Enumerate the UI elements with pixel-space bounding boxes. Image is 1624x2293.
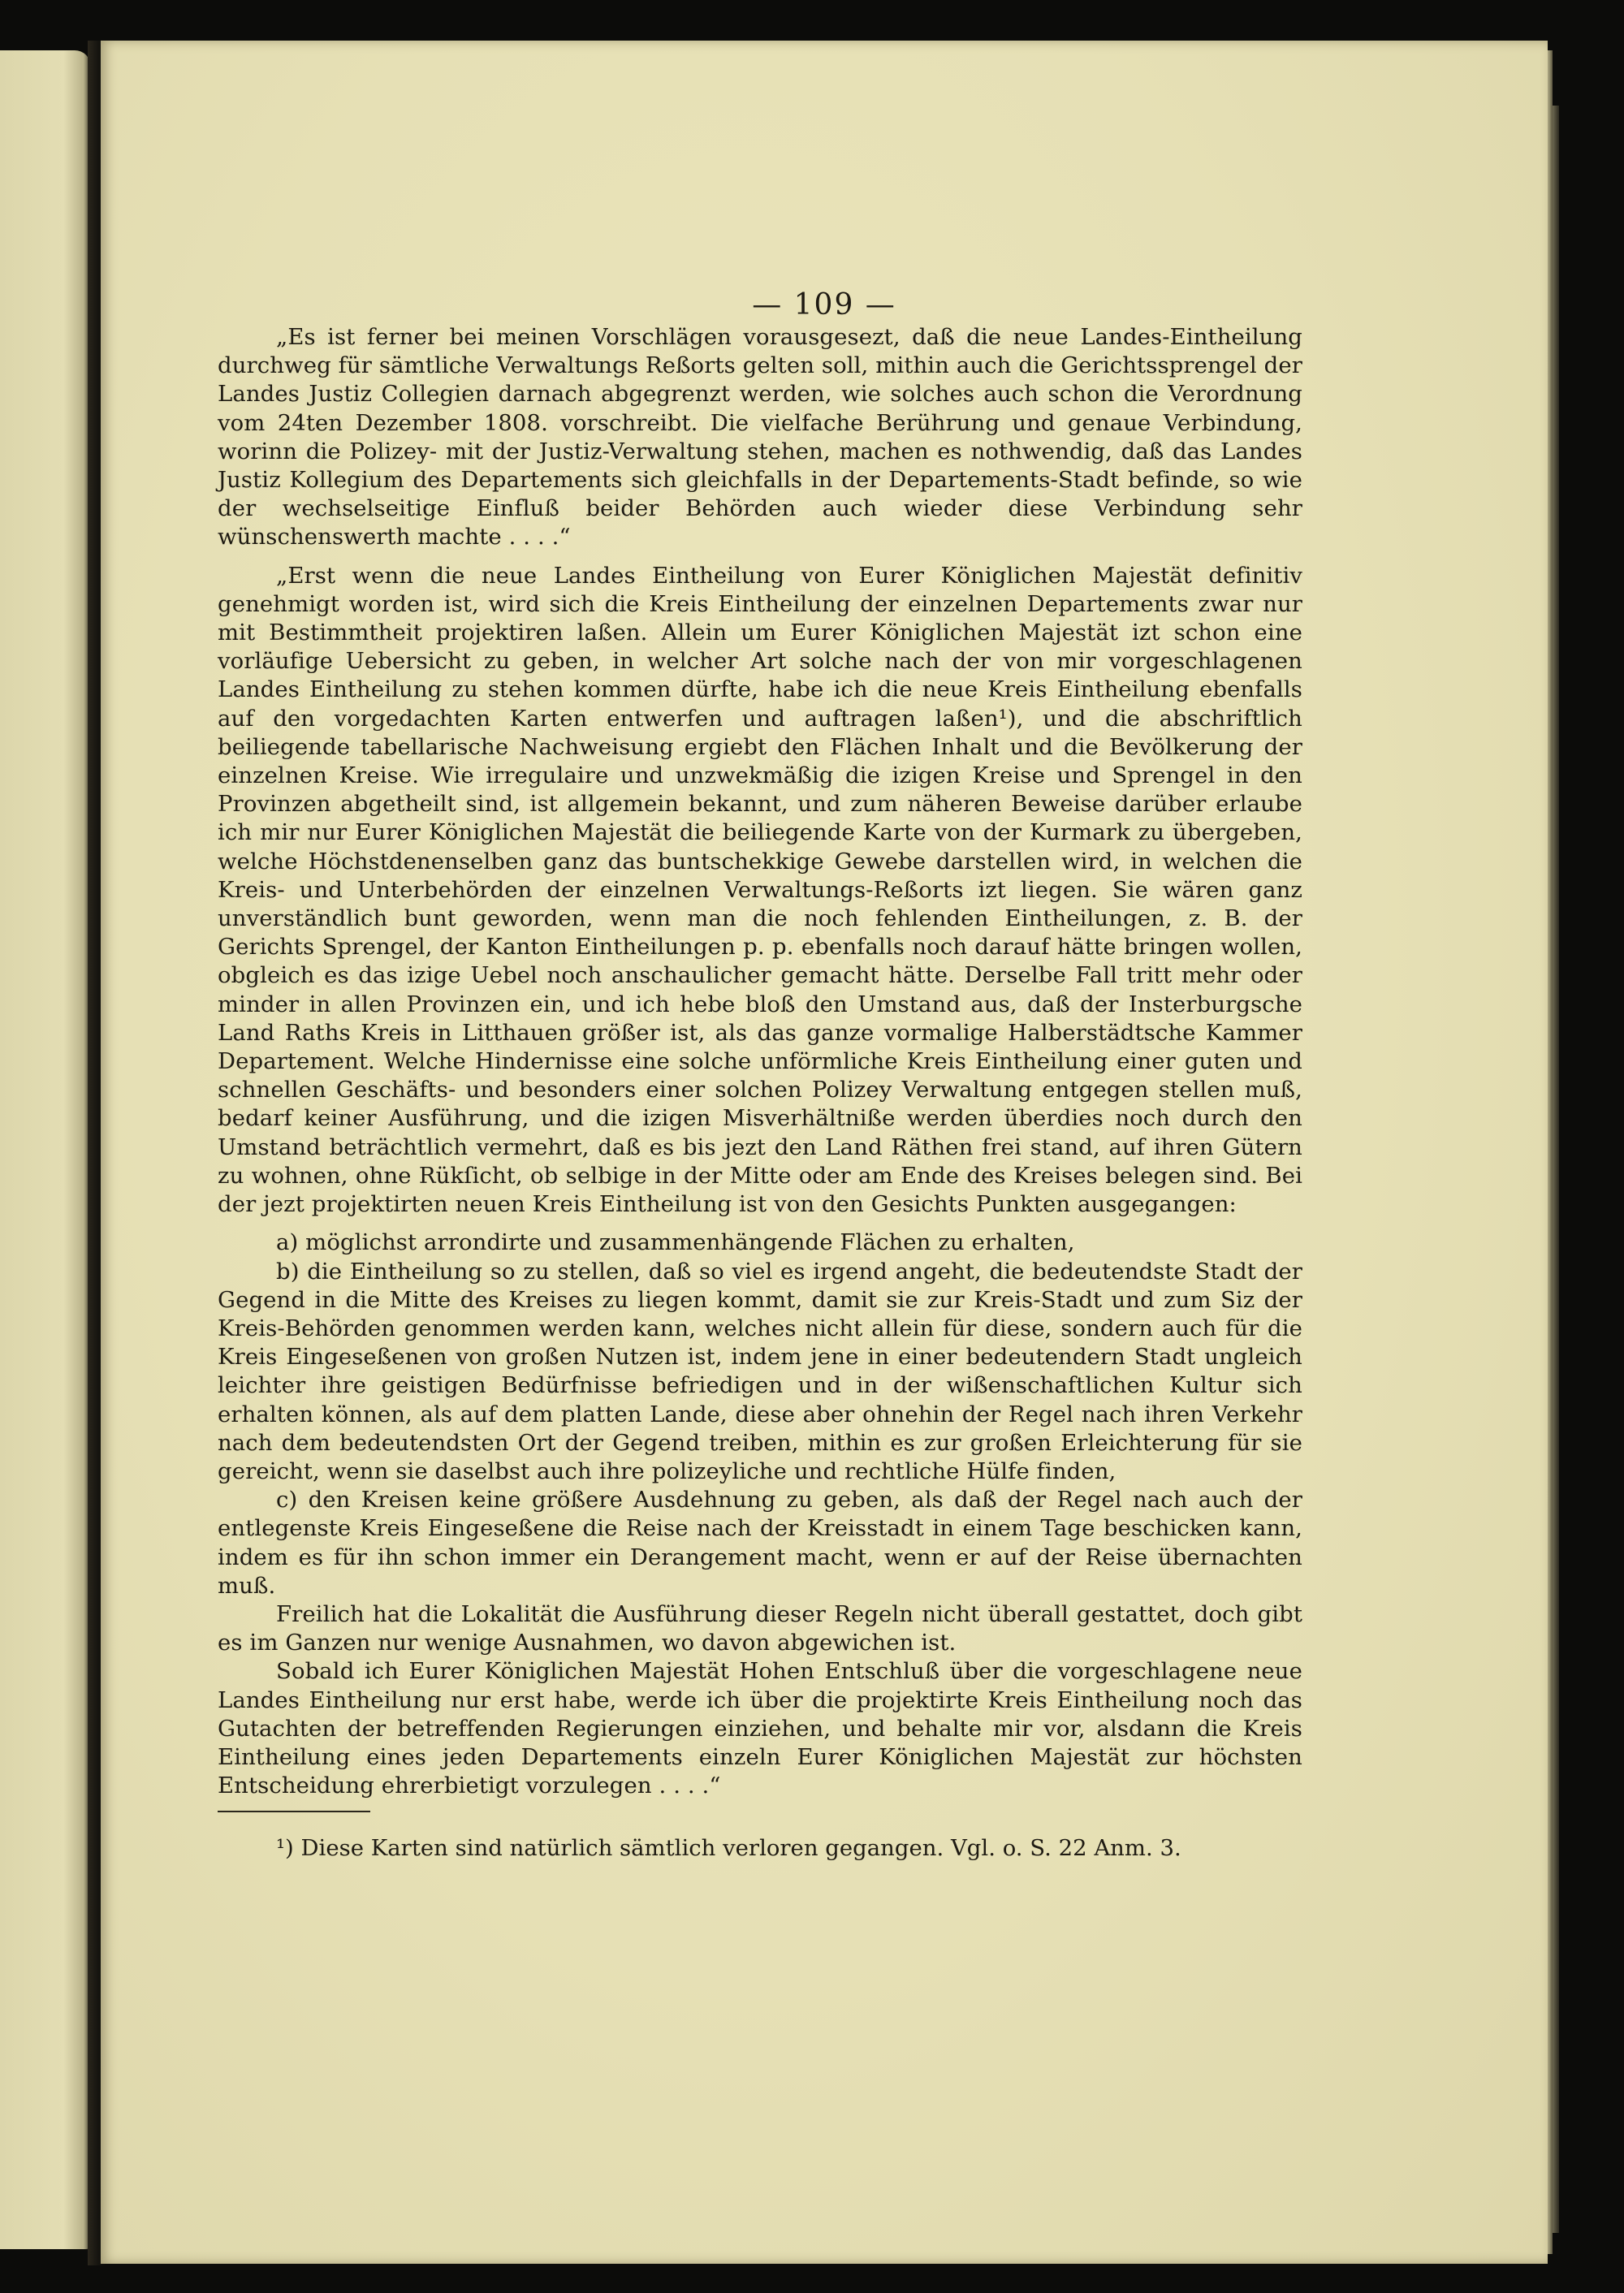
paragraph-3: Freilich hat die Lokalität die Ausführung dieser Regeln nicht überall gestattet, doch gibt es im Ganzen nur wenige Ausnahmen, wo davon abgewichen ist. [218,1600,1302,1656]
list-item-b: b) die Eintheilung so zu stellen, daß so viel es irgend angeht, die bedeutendste Stadt der Gegend in die Mitte des Kreises zu liegen kommt, damit sie zur Kreis-Stadt und zum Siz der Kreis-Behörden genommen werden kann, welches nicht allein für diese, sondern auch für die Kreis Eingeseßenen von großen Nutzen ist, indem jene in einer bedeutendern Stadt ungleich leichter ihre geistigen Bedürfnisse befriedigen und in der wißenschaftlichen Kultur sich erhalten können, als auf dem platten Lande, diese aber ohnehin der Regel nach ihren Verkehr nach dem bedeutendsten Ort der Gegend treiben, mithin es zur großen Erleichterung für sie gereicht, wenn sie daselbst auch ihre polizeyliche und rechtliche Hülfe finden, [218,1258,1302,1484]
list-item-a: a) möglichst arrondirte und zusammenhängende Flächen zu erhalten, [276,1229,1075,1256]
paragraph-2: „Erst wenn die neue Landes Eintheilung von Eurer Königlichen Majestät definitiv genehmigt worden ist, wird sich die Kreis Eintheilung der einzelnen Departements zwar nur mit Bestimmtheit projektiren laßen. Allein um Eurer Königlichen Majestät izt schon eine vorläufige Uebersicht zu geben, in welcher Art solche nach der von mir vorgeschlagenen Landes Eintheilung zu stehen kommen dürfte, habe ich die neue Kreis Eintheilung ebenfalls auf den vorgedachten Karten entwerfen und auftragen laßen¹), und die abschriftlich beiliegende tabellarische Nachweisung ergiebt den Flächen Inhalt und die Bevölkerung der einzelnen Kreise. Wie irregulaire und unzwekmäßig die izigen Kreise und Sprengel in den Provinzen abgetheilt sind, ist allgemein bekannt, und zum näheren Beweise darüber erlaube ich mir nur Eurer Königlichen Majestät die beiliegende Karte von der Kurmark zu übergeben, welche Höchstdenenselben ganz das buntschekkige Gewebe darstellen wird, in welchen die Kreis- und Unterbehörden der einzelnen Verwaltungs-Reßorts izt liegen. Sie wären ganz unverständlich bunt geworden, wenn man die noch fehlenden Eintheilungen, z. B. der Gerichts Sprengel, der Kanton Eintheilungen p. p. ebenfalls noch darauf hätte bringen wollen, obgleich es das izige Uebel noch anschaulicher gemacht hätte. Derselbe Fall tritt mehr oder minder in allen Provinzen ein, und ich hebe bloß den Umstand aus, daß der Insterburgsche Land Raths Kreis in Litthauen größer ist, als das ganze vormalige Halberstädtsche Kammer Departement. Welche Hindernisse eine solche unförmliche Kreis Eintheilung einer guten und schnellen Geschäfts- und besonders einer solchen Polizey Verwaltung entgegen stellen muß, bedarf keiner Ausführung, und die izigen Misverhältniße werden überdies noch durch den Umstand beträchtlich vermehrt, daß es bis jezt den Land Räthen frei stand, auf ihren Gütern zu wohnen, ohne Rükſicht, ob selbige in der Mitte oder am Ende des Kreises belegen sind. Bei der jezt projektirten neuen Kreis Eintheilung ist von den Gesichts Punkten ausgegangen: [218,562,1302,1218]
page-stack-shadow [1553,106,1559,2233]
previous-page-edge [0,50,91,2249]
paragraph-4: Sobald ich Eurer Königlichen Majestät Hohen Entschluß über die vorgeschlagene neue Landes Eintheilung nur erst habe, werde ich über die projektirte Kreis Eintheilung noch das Gutachten der betreffenden Regierungen einziehen, und behalte mir vor, alsdann die Kreis Eintheilung eines jeden Departements einzeln Eurer Königlichen Majestät zur höchsten Entscheidung ehrerbietigt vorzulegen . . . .“ [218,1658,1302,1799]
paragraph-1: „Es ist ferner bei meinen Vorschlägen vorausgesezt, daß die neue Landes-Eintheilung durchweg für sämtliche Verwaltungs Reßorts gelten soll, mithin auch die Gerichtssprengel der Landes Justiz Collegien darnach abgegrenzt werden, wie solches auch schon die Verordnung vom 24ten Dezember 1808. vorschreibt. Die vielfache Berührung und genaue Verbindung, worinn die Polizey- mit der Justiz-Verwaltung stehen, machen es nothwendig, daß das Landes Justiz Kollegium des Departements sich gleichfalls in der Departements-Stadt befinde, so wie der wechselseitige Einfluß beider Behörden auch wieder diese Verbindung sehr wünschenswerth machte . . . .“ [218,324,1302,551]
footnote-rule [218,1811,370,1812]
page-number: — 109 — [752,288,896,322]
footnote: ¹) Diese Karten sind natürlich sämtlich verloren gegangen. Vgl. o. S. 22 Anm. 3. [276,1835,1181,1861]
list-item-c: c) den Kreisen keine größere Ausdehnung zu geben, als daß der Regel nach auch der entlegenste Kreis Eingeseßene die Reise nach der Kreisstadt in einem Tage beschicken kann, indem es für ihn schon immer ein Derangement macht, wenn er auf der Reise übernachten muß. [218,1487,1302,1599]
body-text [218,323,1302,1800]
